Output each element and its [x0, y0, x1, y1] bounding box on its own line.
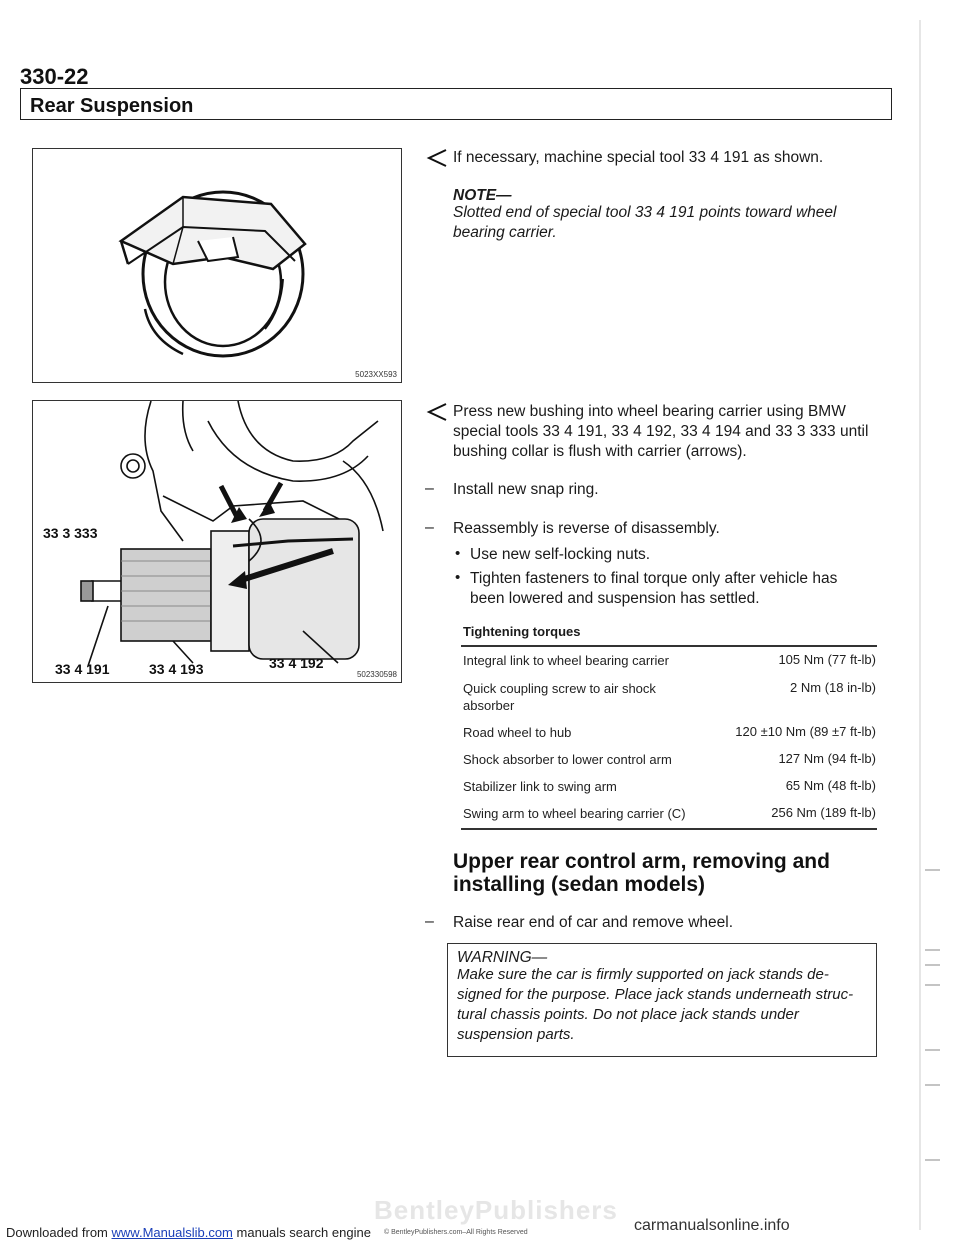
torque-row-value: 65 Nm (48 ft-lb) — [785, 778, 876, 793]
site-watermark: carmanualsonline.info — [634, 1217, 790, 1234]
warning-title: WARNING— — [457, 949, 548, 966]
section-title: Rear Suspension — [30, 95, 194, 117]
publisher-watermark: BentleyPublishers — [374, 1195, 618, 1225]
torque-row-value: 2 Nm (18 in-lb) — [790, 680, 876, 695]
torque-row-value: 256 Nm (189 ft-lb) — [771, 805, 876, 820]
figure-special-tool — [32, 148, 402, 383]
bullet-line: Tighten fasteners to final torque only after vehicle has — [470, 570, 838, 587]
warning-line: tural chassis points. Do not place jack stands under — [457, 1006, 799, 1023]
scan-edge-marks — [905, 0, 955, 1242]
bullet-final-torque — [470, 569, 880, 609]
torque-row-name-cont: absorber — [463, 698, 515, 713]
warning-text — [457, 965, 869, 1045]
page-number: 330-22 — [20, 64, 89, 89]
bullet-line: been lowered and suspension has settled. — [470, 590, 760, 607]
step-machine-tool: If necessary, machine special tool 33 4 191 as shown. — [453, 149, 824, 166]
download-footer — [6, 1225, 371, 1240]
torque-row-value: 120 ±10 Nm (89 ±7 ft-lb) — [735, 724, 876, 739]
torque-row-name: Quick coupling screw to air shock — [463, 681, 656, 696]
dash-marker: – — [425, 480, 434, 497]
step-line: Press new bushing into wheel bearing carrier using BMW — [453, 403, 846, 420]
torque-row-name: Integral link to wheel bearing carrier — [463, 653, 669, 668]
step-press-bushing — [453, 402, 883, 462]
callout-33-4-192: 33 4 192 — [269, 655, 324, 671]
warning-line: signed for the purpose. Place jack stands underneath struc- — [457, 986, 854, 1003]
torque-row-value: 127 Nm (94 ft-lb) — [778, 751, 876, 766]
torque-row-name: Swing arm to wheel bearing carrier (C) — [463, 806, 686, 821]
step-reassembly: Reassembly is reverse of disassembly. — [453, 520, 720, 537]
torque-row-name: Road wheel to hub — [463, 725, 572, 740]
heading-line: Upper rear control arm, removing and — [453, 850, 830, 873]
note-text — [453, 203, 873, 243]
torque-row-name: Stabilizer link to swing arm — [463, 779, 617, 794]
press-bushing-illustration — [33, 401, 400, 681]
torque-row-value: 105 Nm (77 ft-lb) — [778, 652, 876, 667]
torque-table-rule — [461, 645, 877, 647]
copyright-text: © BentleyPublishers.com–All Rights Reserved — [384, 1229, 528, 1236]
step-raise-car: Raise rear end of car and remove wheel. — [453, 914, 734, 931]
step-line: special tools 33 4 191, 33 4 192, 33 4 194 and 33 3 333 until — [453, 423, 869, 440]
special-tool-illustration — [33, 149, 400, 381]
torque-table-rule — [461, 828, 877, 830]
callout-33-4-193: 33 4 193 — [149, 661, 204, 677]
bullet-marker: • — [455, 569, 461, 586]
step-snap-ring: Install new snap ring. — [453, 481, 599, 498]
warning-line: Make sure the car is firmly supported on jack stands de- — [457, 966, 829, 983]
bullet-self-locking: Use new self-locking nuts. — [470, 546, 651, 563]
figure-code: 5023XX593 — [355, 370, 397, 379]
note-line: bearing carrier. — [453, 224, 557, 241]
dash-marker: – — [425, 913, 434, 930]
figure-pointer-icon — [426, 148, 448, 168]
figure-press-bushing — [32, 400, 402, 683]
footer-prefix: Downloaded from — [6, 1225, 108, 1240]
callout-33-4-191: 33 4 191 — [55, 661, 110, 677]
heading-line: installing (sedan models) — [453, 873, 706, 896]
figure-pointer-icon — [426, 402, 448, 422]
note-line: Slotted end of special tool 33 4 191 points toward wheel — [453, 204, 837, 221]
dash-marker: – — [425, 519, 434, 536]
torque-table-title: Tightening torques — [463, 624, 581, 639]
footer-suffix: manuals search engine — [236, 1225, 371, 1240]
figure-code: 502330598 — [356, 670, 397, 679]
callout-33-3-333: 33 3 333 — [43, 525, 98, 541]
section-heading — [453, 850, 873, 896]
step-line: bushing collar is flush with carrier (arrows). — [453, 443, 747, 460]
manualslib-link[interactable]: www.Manualslib.com — [111, 1225, 233, 1240]
bullet-marker: • — [455, 545, 461, 562]
torque-row-name: Shock absorber to lower control arm — [463, 752, 672, 767]
warning-line: suspension parts. — [457, 1026, 575, 1043]
note-title: NOTE— — [453, 187, 512, 204]
